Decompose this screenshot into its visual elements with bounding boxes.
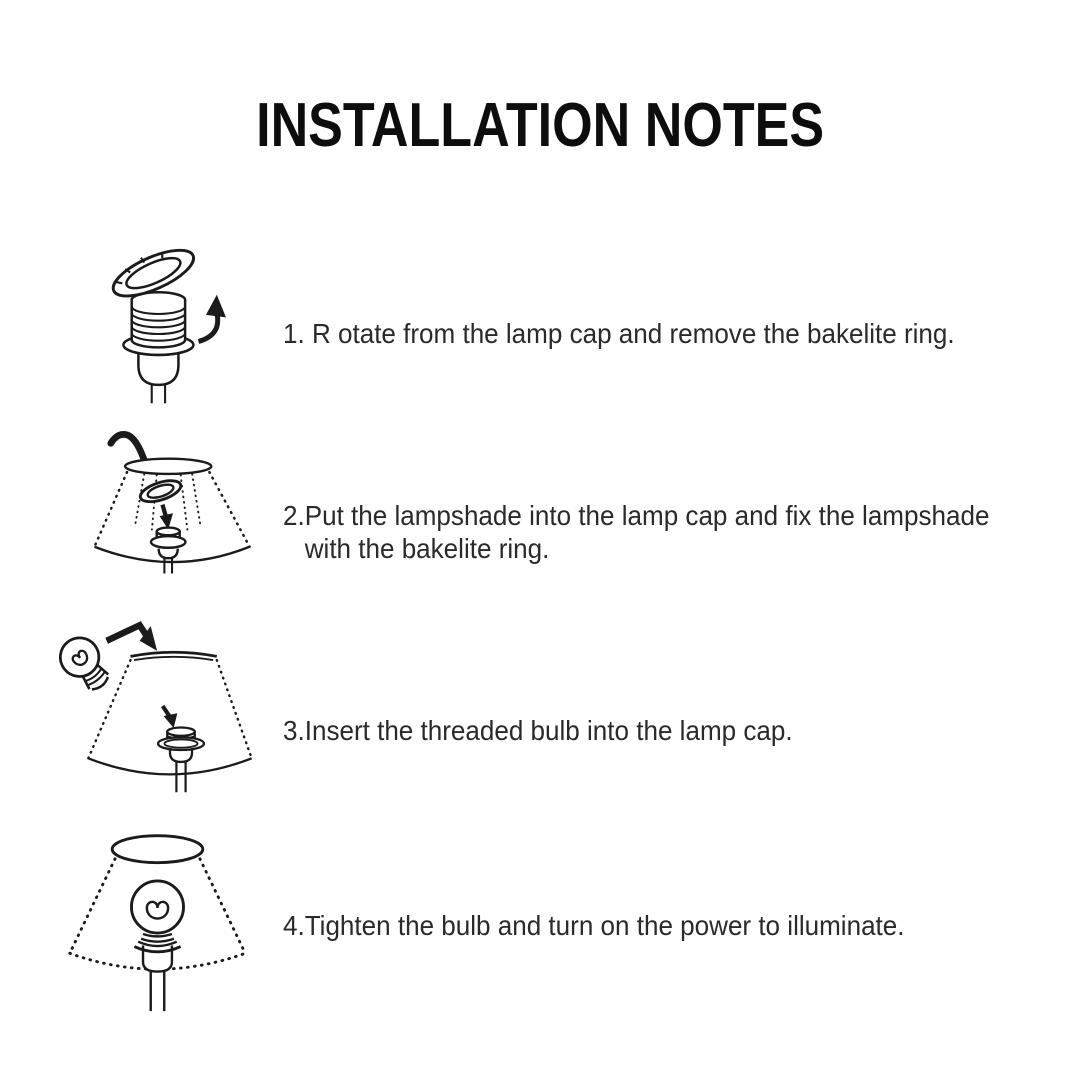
lamp-cap-remove-bakelite-ring-icon	[95, 238, 241, 405]
page-title	[0, 91, 1080, 160]
insert-threaded-bulb-icon	[45, 616, 261, 795]
step-3-illustration	[45, 616, 261, 795]
step-1-illustration	[95, 238, 241, 405]
lampshade-into-cap-fix-ring-icon	[82, 428, 264, 586]
finished-lamp-illuminate-icon	[58, 826, 256, 1014]
step-4-row	[283, 909, 905, 942]
step-4-text: Tighten the bulb and turn on the power to illuminate.	[304, 910, 905, 941]
step-2-row	[283, 499, 990, 565]
step-1-number: 1.	[283, 318, 312, 349]
step-3-text: Insert the threaded bulb into the lamp cap.	[304, 715, 793, 746]
step-2-text: Put the lampshade into the lamp cap and fix the lampshade with the bakelite ring.	[304, 500, 990, 564]
step-2-illustration	[82, 428, 264, 586]
step-4-illustration	[58, 826, 256, 1014]
step-3-number: 3.	[283, 715, 305, 746]
step-3-row	[283, 714, 793, 747]
step-1-row	[283, 317, 955, 350]
step-2-number: 2.	[283, 500, 305, 531]
step-1-text: R otate from the lamp cap and remove the bakelite ring.	[311, 318, 955, 349]
step-4-number: 4.	[283, 910, 305, 941]
page-title-text: INSTALLATION NOTES	[255, 91, 825, 160]
